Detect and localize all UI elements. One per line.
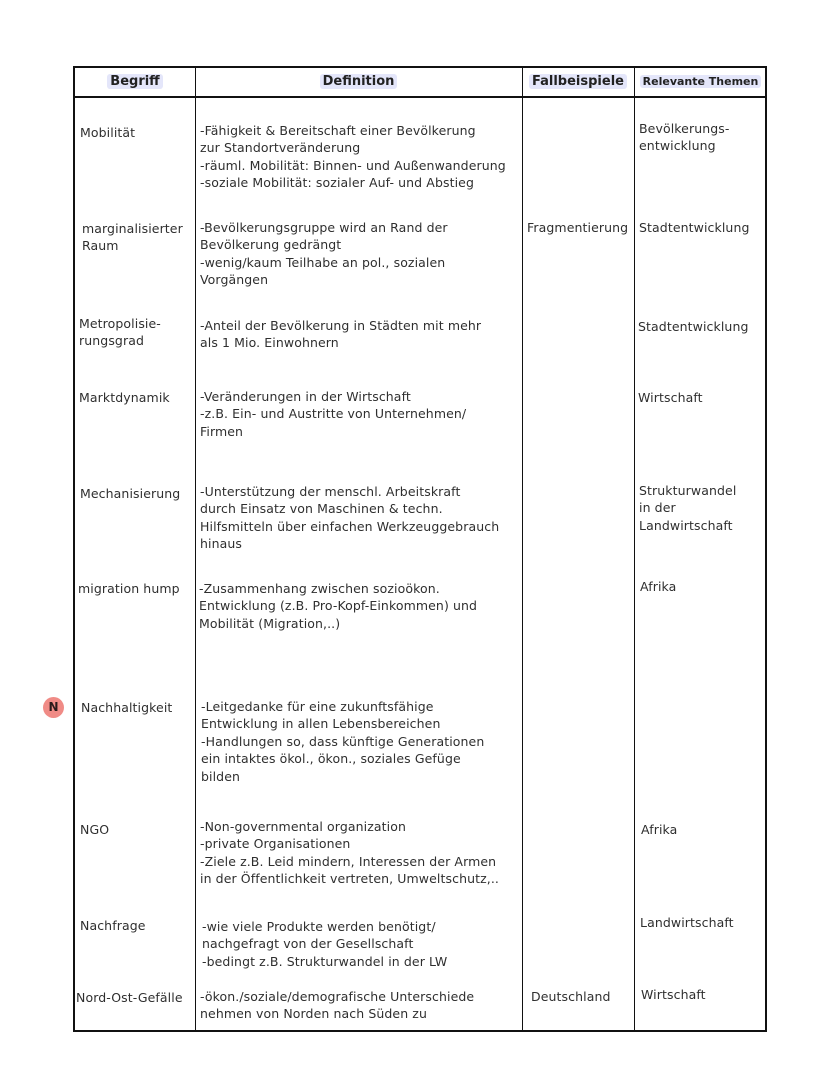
definition-cell: -Leitgedanke für eine zukunftsfähige Entwicklung in allen Lebensbereichen -Handlungen so, dass künftige Generationen ein intaktes ökol., ökon., soziales Gefüge bilden: [201, 699, 485, 784]
header-relevante-themen: Relevante Themen: [634, 72, 767, 92]
term-cell: Mechanisierung: [80, 486, 181, 501]
letter-marker-badge: N: [43, 697, 64, 718]
definition-cell: -Anteil der Bevölkerung in Städten mit mehr als 1 Mio. Einwohnern: [200, 318, 482, 351]
topics-cell: Strukturwandel in der Landwirtschaft: [639, 483, 737, 533]
definition-cell: -Non-governmental organization -private Organisationen -Ziele z.B. Leid mindern, Interessen der Armen in der Öffentlichkeit vertreten, Umweltschutz,..: [200, 819, 500, 887]
term-cell: NGO: [80, 822, 110, 837]
topics-cell: Stadtentwicklung: [638, 319, 749, 334]
term-cell: migration hump: [78, 581, 180, 596]
topics-cell: Landwirtschaft: [640, 915, 734, 930]
topics-cell: Wirtschaft: [638, 390, 703, 405]
term-cell: Nachfrage: [80, 918, 146, 933]
header-fallbeispiele: Fallbeispiele: [522, 72, 634, 92]
topics-cell: Bevölkerungs- entwicklung: [639, 121, 730, 154]
header-definition: Definition: [195, 72, 522, 92]
definition-cell: -wie viele Produkte werden benötigt/ nachgefragt von der Gesellschaft -bedingt z.B. Strukturwandel in der LW: [202, 919, 448, 969]
term-cell: Nachhaltigkeit: [81, 700, 173, 715]
example-cell: Deutschland: [531, 989, 611, 1004]
term-cell: Mobilität: [80, 125, 136, 140]
topics-cell: Wirtschaft: [641, 987, 706, 1002]
header-begriff: Begriff: [75, 72, 195, 92]
header-divider: [75, 96, 765, 98]
definition-cell: -Zusammenhang zwischen sozioökon. Entwicklung (z.B. Pro-Kopf-Einkommen) und Mobilität (Migration,..): [199, 581, 478, 631]
term-cell: Nord-Ost-Gefälle: [76, 990, 183, 1005]
term-cell: Metropolisie- rungsgrad: [79, 316, 161, 349]
definition-cell: -ökon./soziale/demografische Unterschiede nehmen von Norden nach Süden zu: [200, 989, 475, 1022]
example-cell: Fragmentierung: [527, 220, 629, 235]
column-divider: [634, 68, 635, 1030]
topics-cell: Afrika: [641, 822, 678, 837]
column-divider: [522, 68, 523, 1030]
definition-cell: -Unterstützung der menschl. Arbeitskraft durch Einsatz von Maschinen & techn. Hilfsmitteln über einfachen Werkzeuggebrauch hinaus: [200, 484, 500, 552]
topics-cell: Stadtentwicklung: [639, 220, 750, 235]
definition-cell: -Veränderungen in der Wirtschaft -z.B. Ein- und Austritte von Unternehmen/ Firmen: [200, 389, 467, 439]
column-divider: [195, 68, 196, 1030]
topics-cell: Afrika: [640, 579, 677, 594]
definition-cell: -Fähigkeit & Bereitschaft einer Bevölkerung zur Standortveränderung -räuml. Mobilität: Binnen- und Außenwanderung -soziale Mobilität: sozialer Auf- und Abstieg: [200, 123, 506, 191]
definition-cell: -Bevölkerungsgruppe wird an Rand der Bevölkerung gedrängt -wenig/kaum Teilhabe an pol., sozialen Vorgängen: [200, 220, 448, 288]
term-cell: marginalisierter Raum: [82, 221, 183, 254]
term-cell: Marktdynamik: [79, 390, 170, 405]
